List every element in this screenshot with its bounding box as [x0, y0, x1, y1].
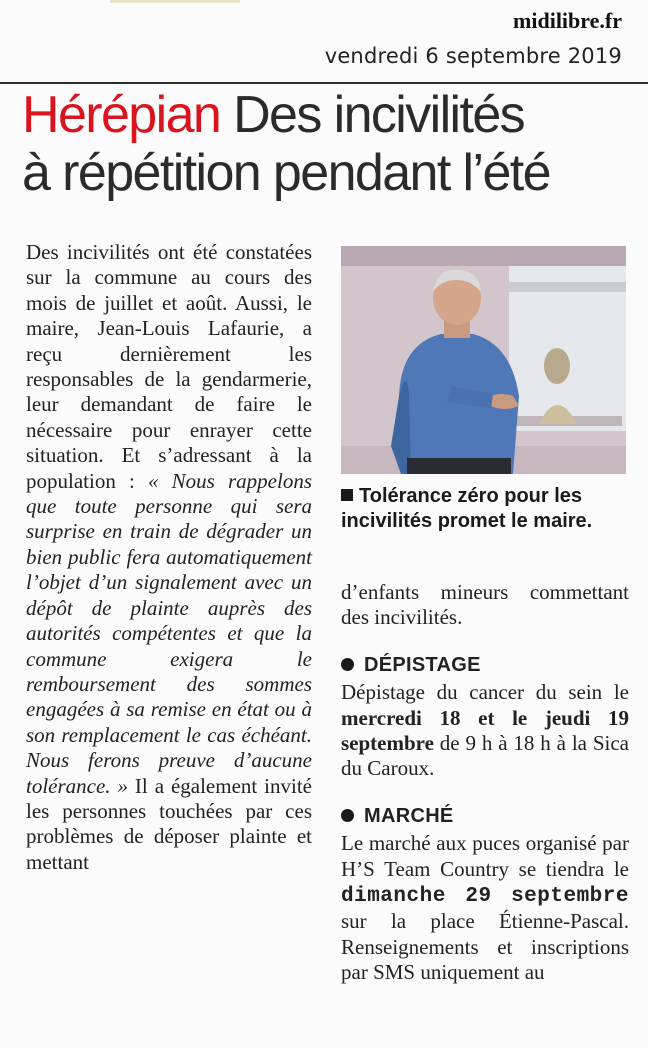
photo-caption: [341, 484, 631, 534]
caption-square-icon: [341, 489, 353, 501]
headline-place: Hérépian: [22, 86, 221, 144]
brief-date-highlight: mercredi 18 et le jeudi 19 septembre: [341, 705, 629, 756]
bullet-dot-icon: [341, 809, 354, 822]
source-name: midilibre.fr: [513, 8, 622, 33]
brief-text-part: Le marché aux puces organisé par H’S Team Country se tiendra le: [341, 831, 629, 881]
publication-date: vendredi 6 septembre 2019: [324, 44, 622, 68]
article-headline: [22, 86, 642, 202]
body-intro: Des incivilités ont été constatées sur la commune au cours des mois de juillet et août. Aussi, le maire, Jean-Louis Lafaurie, a reçu dernièrement les responsables de la gendarmerie, leur demandant de faire le nécessaire pour enrayer cette situation. Et s’adressant à la population :: [26, 240, 312, 493]
headline-line-1: Des incivilités: [233, 86, 525, 144]
article-body-right: [341, 580, 629, 986]
body-after-quote: Il a également invité les personnes touchées par ces problèmes de déposer plainte et mettant: [26, 773, 312, 874]
brief-text-depistage: [341, 680, 629, 782]
article-body-left: [26, 240, 312, 875]
masthead-decoration: [110, 0, 240, 3]
brief-heading-text: DÉPISTAGE: [364, 653, 481, 676]
brief-heading-marche: [341, 804, 629, 829]
brief-text-part: Dépistage du cancer du sein le: [341, 680, 629, 705]
mayor-quote: « Nous rappelons que toute personne qui sera surprise en train de dégrader un bien public fera automatiquement l’objet d’un signalement avec un dépôt de plainte auprès des autorités compétentes et que la commune exigera le remboursement des sommes engagées à sa remise en état ou à son remplacement le cas échéant. Nous ferons preuve d’aucune tolérance. »: [26, 468, 312, 798]
brief-date-highlight: dimanche 29 septembre: [341, 885, 629, 909]
brief-heading-text: MARCHÉ: [364, 804, 454, 827]
header-rule: [0, 82, 648, 84]
mayor-photo-illustration: [341, 246, 626, 474]
brief-heading-depistage: [341, 653, 629, 678]
caption-text: Tolérance zéro pour les incivilités promet le maire.: [341, 485, 593, 532]
brief-text-part: sur la place Étienne-Pascal. Renseignements et inscriptions par SMS uniquement au: [341, 909, 629, 985]
brief-text-part: de 9 h à 18 h à la Sica du Caroux.: [341, 731, 629, 781]
article-photo: [341, 246, 626, 474]
headline-line-2: à répétition pendant l’été: [22, 144, 550, 202]
article-paragraph: [26, 240, 312, 875]
bullet-dot-icon: [341, 658, 354, 671]
brief-text-marche: [341, 831, 629, 985]
body-continuation: d’enfants mineurs commettant des incivilités.: [341, 580, 629, 630]
